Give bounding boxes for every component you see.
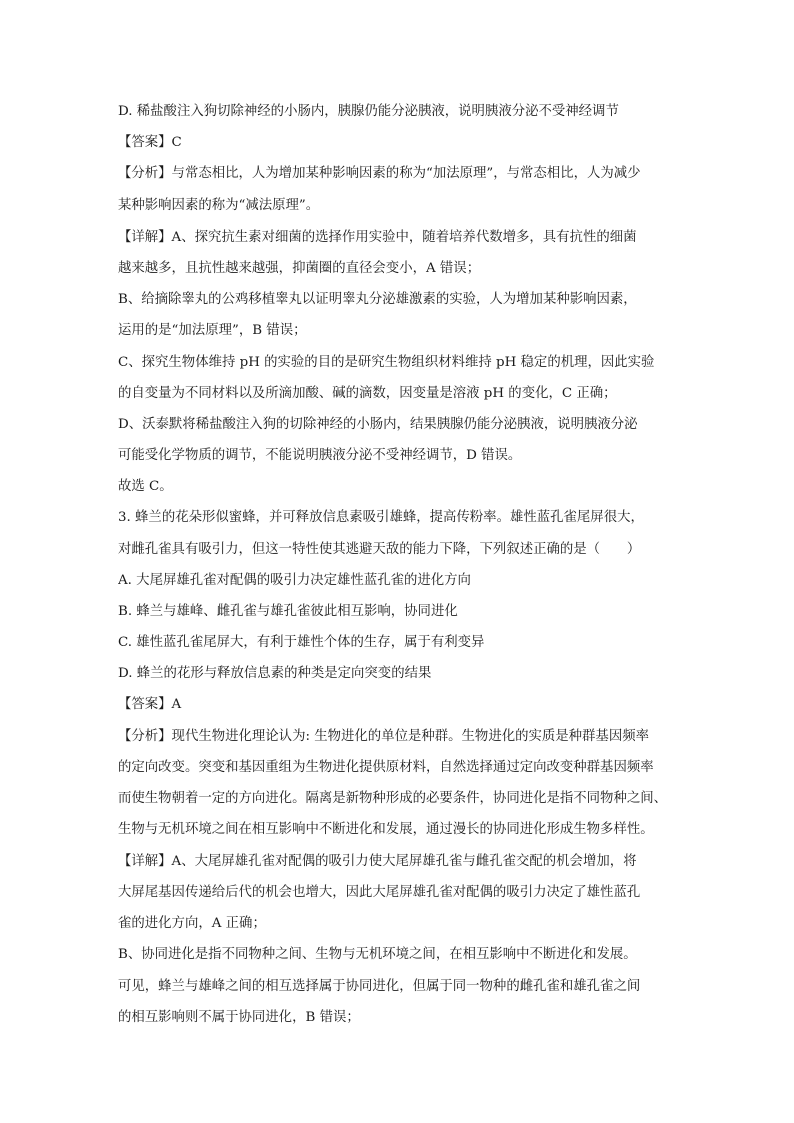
detail-line: 雀的进化方向，A 正确； [118, 916, 266, 931]
detail-line: 运用的是“加法原理”，B 错误； [118, 323, 307, 338]
detail-line: C、探究生物体维持 pH 的实验的目的是研究生物组织材料维持 pH 稳定的机理，因此实验 [118, 355, 655, 370]
detail-line: B、协同进化是指不同物种之间、生物与无机环境之间，在相互影响中不断进化和发展。 [118, 947, 637, 962]
analysis-line: 【分析】现代生物进化理论认为: 生物进化的单位是种群。生物进化的实质是种群基因频率 [118, 729, 649, 744]
detail-line: 大屏尾基因传递给后代的机会也增大，因此大尾屏雄孔雀对配偶的吸引力决定了雄性蓝孔 [118, 885, 641, 900]
option-a-line: A. 大尾屏雄孔雀对配偶的吸引力决定雄性蓝孔雀的进化方向 [118, 573, 471, 588]
detail-line: B、给摘除睾丸的公鸡移植睾丸以证明睾丸分泌雄激素的实验，人为增加某种影响因素， [118, 292, 637, 307]
analysis-line: 某种影响因素的称为“减法原理”。 [118, 198, 320, 213]
option-c-line: C. 雄性蓝孔雀尾屏大，有利于雄性个体的生存，属于有利变异 [118, 635, 485, 650]
question-stem-line: 对雌孔雀具有吸引力，但这一特性使其逃避天敌的能力下降，下列叙述正确的是（ ） [118, 542, 641, 557]
option-d-line: D. 稀盐酸注入狗切除神经的小肠内，胰腺仍能分泌胰液，说明胰液分泌不受神经调节 [118, 104, 619, 119]
conclusion-line: 故选 C。 [118, 479, 173, 494]
option-d-line: D. 蜂兰的花形与释放信息素的种类是定向突变的结果 [118, 666, 432, 681]
answer-label: 【答案】C [118, 135, 182, 150]
analysis-line: 的定向改变。突变和基因重组为生物进化提供原材料，自然选择通过定向改变种群基因频率 [118, 760, 654, 775]
detail-line: 的相互影响则不属于协同进化，B 错误； [118, 1010, 360, 1025]
question-stem-line: 3. 蜂兰的花朵形似蜜蜂，并可释放信息素吸引雄蜂，提高传粉率。雄性蓝孔雀尾屏很大， [118, 510, 644, 525]
detail-line: 可能受化学物质的调节，不能说明胰液分泌不受神经调节，D 错误。 [118, 448, 522, 463]
answer-label: 【答案】A [118, 697, 182, 712]
detail-line: D、沃泰默将稀盐酸注入狗的切除神经的小肠内，结果胰腺仍能分泌胰液，说明胰液分泌 [118, 417, 638, 432]
detail-line: 的自变量为不同材料以及所滴加酸、碱的滴数，因变量是溶液 pH 的变化，C 正确； [118, 386, 617, 401]
option-b-line: B. 蜂兰与雄峰、雌孔雀与雄孔雀彼此相互影响，协同进化 [118, 604, 458, 619]
detail-line: 可见，蜂兰与雄峰之间的相互选择属于协同进化，但属于同一物种的雌孔雀和雄孔雀之间 [118, 979, 641, 994]
analysis-line: 生物与无机环境之间在相互影响中不断进化和发展，通过漫长的协同进化形成生物多样性。 [118, 822, 654, 837]
analysis-line: 【分析】与常态相比，人为增加某种影响因素的称为“加法原理”，与常态相比，人为减少 [118, 166, 641, 181]
detail-line: 【详解】A、大尾屏雄孔雀对配偶的吸引力使大尾屏雄孔雀与雌孔雀交配的机会增加，将 [118, 854, 637, 869]
detail-line: 越来越多，且抗性越来越强，抑菌圈的直径会变小，A 错误； [118, 261, 481, 276]
analysis-line: 而使生物朝着一定的方向进化。隔离是新物种形成的必要条件，协同进化是指不同物种之间、 [118, 791, 668, 806]
detail-line: 【详解】A、探究抗生素对细菌的选择作用实验中，随着培养代数增多，具有抗性的细菌 [118, 230, 637, 245]
